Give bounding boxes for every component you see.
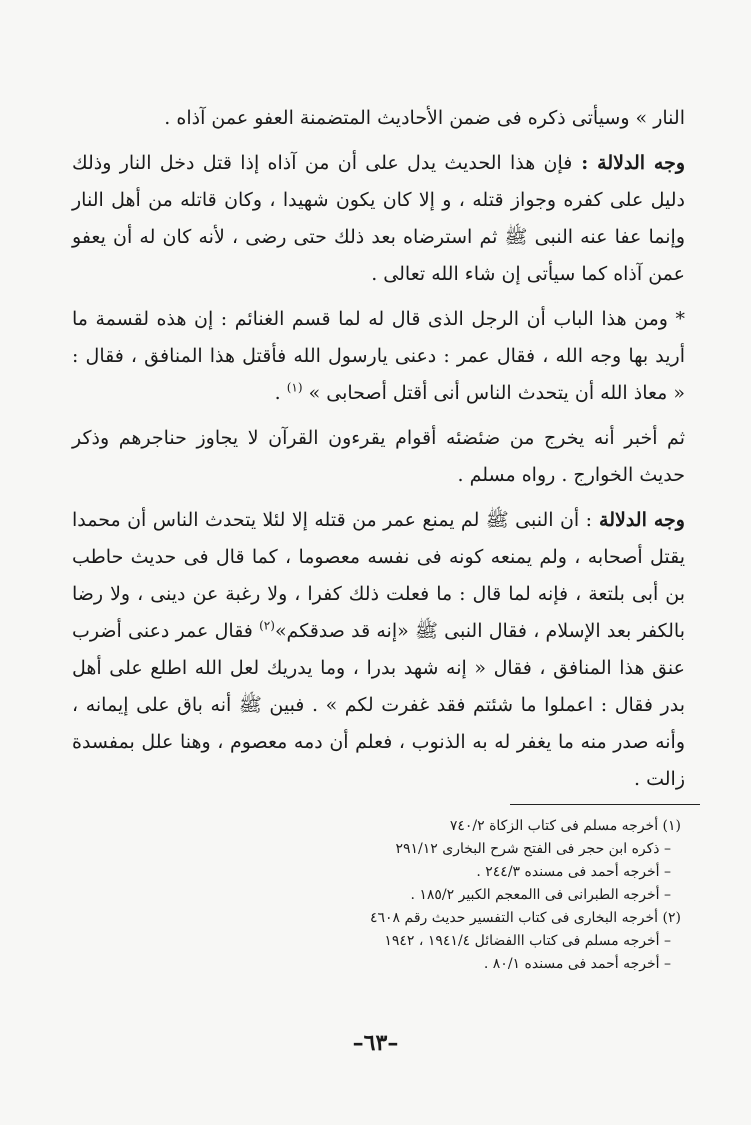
footnote-ref: (٢) [259, 618, 275, 633]
paragraph-5 [72, 502, 685, 798]
paragraph-4 [72, 420, 685, 494]
footnote-line: (١) أخرجه مسلم فى كتاب الزكاة ٧٤٠/٢ [449, 818, 681, 834]
paragraph-lead: وجه الدلالة : [572, 152, 685, 174]
paragraph-text: * ومن هذا الباب أن الرجل الذى قال له لما قسم الغنائم : إن هذه لقسمة ما أريد بها وجه الله ، فقال عمر : دعنى يارسول الله فأقتل هذا المنافق ، فقال : « معاذ الله أن يتحدث الناس أنى أقتل أصحابى » [72, 308, 685, 404]
paragraph-text: : أن النبى ﷺ لم يمنع عمر من قتله إلا لئلا يتحدث الناس أن محمدا يقتل أصحابه ، ولم يمنعه كونه فى نفسه معصوما ، كما قال فى حديث حاطب بن أبى بلتعة ، فإنه لما قال : ما فعلت ذلك كفرا ، ولا رغبة عن دينى ، ولا رضا بالكفر بعد الإسلام ، فقال النبى ﷺ «إنه قد صدقكم» [72, 509, 686, 642]
page-number: –٦٣– [352, 1030, 399, 1056]
paragraph-text: ثم أخبر أنه يخرج من ضئضئه أقوام يقرءون القرآن لا يجاوز حناجرهم وذكر حديث الخوارج . رواه مسلم . [72, 427, 685, 486]
paragraph-text: النار » وسيأتى ذكره فى ضمن الأحاديث المتضمنة العفو عمن آذاه . [164, 107, 685, 129]
main-text [72, 100, 685, 798]
paragraph-text-end: فقال عمر دعنى أضرب عنق هذا المنافق ، فقال « إنه شهد بدرا ، وما يدريك لعل الله اطلع على أهل بدر فقال : اعملوا ما شئتم فقد غفرت لكم » . فبين ﷺ أنه باق على إيمانه ، وأنه صدر منه ما يغفر له به الذنوب ، فعلم أن دمه معصوم ، وهنا علل بمفسدة زالت . [72, 620, 685, 790]
paragraph-3 [72, 301, 685, 412]
footnote-line: – أخرجه أحمد فى مسنده ٨٠/١ . [483, 956, 671, 972]
paragraph-1 [72, 100, 685, 137]
footnote-line: – أخرجه مسلم فى كتاب االفضائل ١٩٤١/٤ ، ١٩٤٢ [384, 933, 671, 949]
paragraph-text-end: . [274, 382, 281, 404]
footnote-line: (٢) أخرجه البخارى فى كتاب التفسير حديث رقم ٤٦٠٨ [370, 910, 681, 926]
footnote-line: – ذكره ابن حجر فى الفتح شرح البخارى ٢٩١/١٢ [395, 841, 671, 857]
footnote-line: – أخرجه الطبرانى فى االمعجم الكبير ١٨٥/٢ . [410, 887, 671, 903]
footnote-ref: (١) [286, 380, 303, 395]
paragraph-lead: وجه الدلالة [592, 509, 685, 531]
footnote-separator [510, 804, 700, 805]
footnote-line: – أخرجه أحمد فى مسنده ٢٤٤/٣ . [476, 864, 671, 880]
paragraph-2 [72, 145, 685, 293]
paragraph-text: فإن هذا الحديث يدل على أن من آذاه إذا قتل دخل النار وذلك دليل على كفره وجواز قتله ، و إلا كان يكون شهيدا ، وكان قاتله من أهل النار وإنما عفا عنه النبى ﷺ ثم استرضاه بعد ذلك حتى رضى ، لأنه كان له أن يعفو عمن آذاه كما سيأتى إن شاء الله تعالى . [72, 152, 685, 285]
footnotes [200, 815, 681, 976]
